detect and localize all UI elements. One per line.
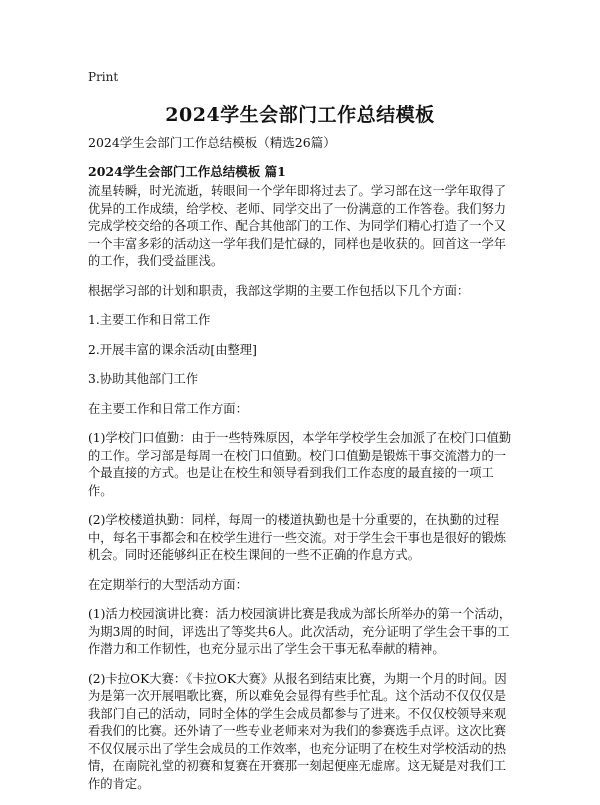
paragraph-gate-duty: (1)学校门口值勤：由于一些特殊原因，本学年学校学生会加派了在校门口值勤的工作。学习部是每周一在校门口值勤。校门口值勤是锻炼干事交流潜力的一个最直接的方式。也是让在校生和领导看到我们工作态度的最直接的一项工作。 bbox=[88, 431, 512, 498]
list-item-2: 2.开展丰富的课余活动[由整理] bbox=[88, 342, 257, 357]
paragraph-hallway-duty: (2)学校楼道执勤：同样，每周一的楼道执勤也是十分重要的，在执勤的过程中，每名干事都会和在校学生进行一些交流。对于学生会干事也是很好的锻炼机会。同时还能够纠正在校生课间的一些不正确的作息方式。 bbox=[88, 513, 507, 562]
list-item-3: 3.协助其他部门工作 bbox=[88, 372, 199, 386]
print-label: Print bbox=[88, 70, 119, 84]
paragraph-plan: 根据学习部的计划和职责，我部这学期的主要工作包括以下几个方面： bbox=[88, 283, 470, 298]
document-subtitle: 2024学生会部门工作总结模板（精选26篇） bbox=[88, 135, 336, 150]
section-heading: 2024学生会部门工作总结模板 篇1 bbox=[88, 164, 286, 179]
paragraph-main-work: 在主要工作和日常工作方面： bbox=[88, 401, 248, 416]
document-title: 2024学生会部门工作总结模板 bbox=[165, 104, 435, 126]
paragraph-intro: 流星转瞬，时光流逝，转眼间一个学年即将过去了。学习部在这一学年取得了优异的工作成绩，给学校、老师、同学交出了一份满意的工作答卷。我们努力完成学校交给的各项工作、配合其他部门的工作、为同学们精心打造了一个又一个丰富多彩的活动这一学年我们是忙碌的，同样也是收获的。回首这一学年的工作，我们受益匪浅。 bbox=[88, 184, 507, 268]
paragraph-events: 在定期举行的大型活动方面： bbox=[88, 577, 248, 592]
document-body bbox=[88, 183, 516, 805]
paragraph-speech-contest: (1)活力校园演讲比赛：活力校园演讲比赛是我成为部长所举办的第一个活动，为期3周的时间，评选出了等奖共6人。此次活动，充分证明了学生会干事的工作潜力和工作韧性，也充分显示出了学生会干事无私奉献的精神。 bbox=[88, 607, 512, 656]
paragraph-karaoke-contest: (2)卡拉OK大赛：《卡拉OK大赛》从报名到结束比赛，为期一个月的时间。因为是第一次开展唱歌比赛，所以难免会显得有些手忙乱。这个活动不仅仅仅是我部门自己的活动，同时全体的学生会成员都参与了进来。不仅仅校领导来观看我们的比赛。还外请了一些专业老师来对为我们的参赛选手点评。这次比赛不仅仅展示出了学生会成员的工作效率，也充分证明了在校生对学校活动的热情，在南院礼堂的初赛和复赛在开赛那一刻起便座无虚席。这无疑是对我们工作的肯定。 bbox=[88, 671, 507, 791]
list-item-1: 1.主要工作和日常工作 bbox=[88, 313, 211, 327]
